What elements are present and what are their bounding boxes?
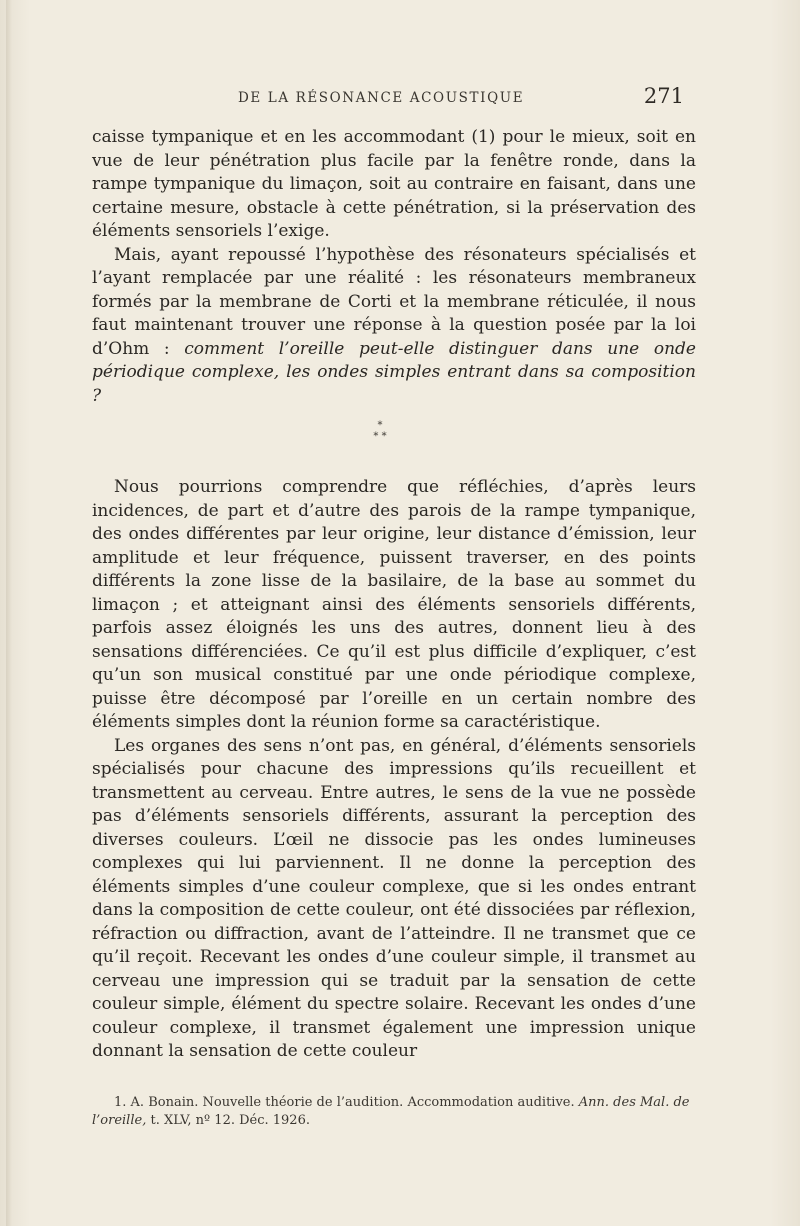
- text-block-lower: [92, 476, 696, 1064]
- page-number: 271: [643, 84, 684, 108]
- asterism-bottom: * *: [373, 431, 387, 442]
- footnote-journal: Ann. des Mal. de l’oreille,: [92, 1095, 690, 1128]
- ohm-question-italic: comment l’oreille peut-elle distinguer dans une onde périodique complexe, les ondes simples entrant dans sa composition ?: [92, 338, 696, 406]
- page-header: [92, 86, 688, 116]
- running-title: DE LA RÉSONANCE ACOUSTIQUE: [238, 90, 525, 106]
- footnote-1: [92, 1094, 696, 1130]
- paragraph-reflection: Nous pourrions comprendre que réfléchies, d’après leurs incidences, de part et d’autre des parois de la rampe tympanique, des ondes différentes par leur origine, leur distance d’émission, leur amplitude et leur fréquence, puissent traverser, en des points différents la zone lisse de la basilaire, de la base au sommet du limaçon ; et atteignant ainsi des éléments sensoriels différents, parfois assez éloignés les uns des autres, donnent lieu à des sensations différenciées. Ce qu’il est plus difficile d’expliquer, c’est qu’un son musical constitué par une onde périodique complexe, puisse être décomposé par l’oreille en un certain nombre des éléments simples dont la réunion forme sa caractéristique.: [92, 477, 696, 732]
- asterism-top: *: [377, 420, 383, 431]
- paragraph-continued: caisse tympanique et en les accommodant (1) pour le mieux, soit en vue de leur pénétration plus facile par la fenêtre ronde, dans la rampe tympanique du limaçon, soit au contraire en faisant, dans une certaine mesure, obstacle à cette pénétration, si la préservation des éléments sensoriels l’exige.: [92, 127, 696, 241]
- section-asterism: [360, 420, 400, 454]
- paragraph-sense-organs: Les organes des sens n’ont pas, en général, d’éléments sensoriels spécialisés pour chacune des impressions qu’ils recueillent et transmettent au cerveau. Entre autres, le sens de la vue ne possède pas d’éléments sensoriels différents, assurant la perception des diverses couleurs. L’œil ne dissocie pas les ondes lumineuses complexes qui lui parviennent. Il ne donne la perception des éléments simples d’une couleur complexe, que si les ondes entrant dans la composition de cette couleur, ont été dissociées par réflexion, réfraction ou diffraction, avant de l’atteindre. Il ne transmet que ce qu’il reçoit. Recevant les ondes d’une couleur simple, il transmet au cerveau une impression qui se traduit par la sensation de cette couleur simple, élément du spectre solaire. Recevant les ondes d’une couleur complexe, il transmet également une impression unique donnant la sensation de cette couleur: [92, 735, 696, 1061]
- footnote: [92, 1094, 696, 1130]
- footnote-citation: 1. A. Bonain. Nouvelle théorie de l’audition. Accommodation auditive.: [114, 1095, 575, 1110]
- page-gutter-shadow: [6, 0, 12, 1226]
- paragraph-ohm-question: [92, 244, 696, 409]
- text-block-upper: [92, 126, 696, 408]
- paragraph-ohm-intro: Mais, ayant repoussé l’hypothèse des résonateurs spécialisés et l’ayant remplacée par une réalité : les résonateurs membraneux formés par la membrane de Corti et la membrane réticulée, il nous faut maintenant trouver une réponse à la question posée par la loi d’Ohm :: [92, 244, 696, 359]
- footnote-volume: t. XLV, nº 12. Déc. 1926.: [150, 1113, 310, 1128]
